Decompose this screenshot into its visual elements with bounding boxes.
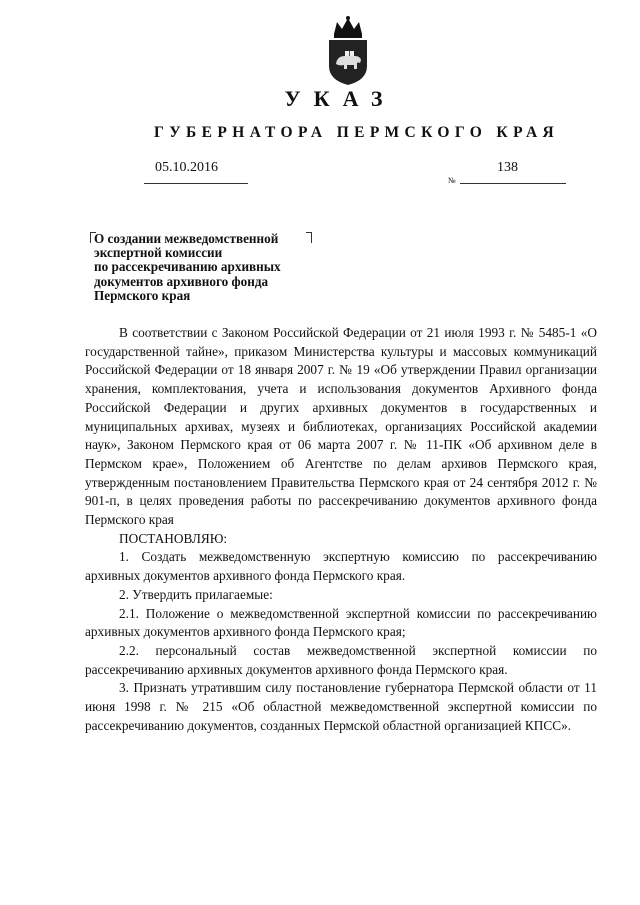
preamble-paragraph: В соответствии с Законом Российской Федерации от 21 июля 1993 г. № 5485-1 «О государственной тайне», приказом Министерства культуры и массовых коммуникаций Российской Федерации от 18 января 2007 г. № 19 «Об утверждении Правил организации хранения, комплектования, учета и использования документов Архивного фонда Российской Федерации и других архивных документов в государственных и муниципальных архивах, музеях и библиотеках, организациях Российской академии наук», Законом Пермского края от 06 марта 2007 г. № 11-ПК «Об архивном деле в Пермском крае», Положением об Агентстве по делам архивов Пермского края, утвержденным постановлением Правительства Пермского края от 24 сентября 2012 г. № 901-п, в целях проведения работы по рассекречиванию документов архивного фонда Пермского края [85,325,597,528]
decree-word: ПОСТАНОВЛЯЮ: [119,530,228,546]
number-underline [460,183,566,184]
subject-line: по рассекречиванию архивных [94,259,281,275]
document-body [85,324,597,735]
subject-line: экспертной комиссии [94,245,223,261]
item-1-paragraph: 1. Создать межведомственную экспертную комиссию по рассекречиванию архивных документов архивного фонда Пермского края. [85,549,597,584]
date-underline [144,183,248,184]
subject-line: О создании межведомственной [94,231,279,246]
document-title: УКАЗ [284,86,396,111]
document-subtitle: ГУБЕРНАТОРА ПЕРМСКОГО КРАЯ [154,124,560,141]
document-date: 05.10.2016 [155,160,218,175]
number-sign: № [448,176,456,185]
coat-of-arms-icon [325,16,371,86]
subject-line: документов архивного фонда [94,273,269,289]
subject-line: Пермского края [94,287,191,303]
item-2-paragraph: 2. Утвердить прилагаемые: [119,586,273,602]
item-2-2-paragraph: 2.2. персональный состав межведомственной экспертной комиссии по рассекречиванию архивных документов архивного фонда Пермского края. [85,642,597,677]
document-number: 138 [497,160,518,175]
document-subject [94,232,314,303]
item-3-paragraph: 3. Признать утратившим силу постановление губернатора Пермской области от 11 июня 1998 г. № 215 «Об областной межведомственной экспертной комиссии по рассекречиванию документов, созданных Пермской областной организацией КПСС». [85,680,597,733]
item-2-1-paragraph: 2.1. Положение о межведомственной экспертной комиссии по рассекречиванию архивных документов архивного фонда Пермского края; [85,605,597,640]
